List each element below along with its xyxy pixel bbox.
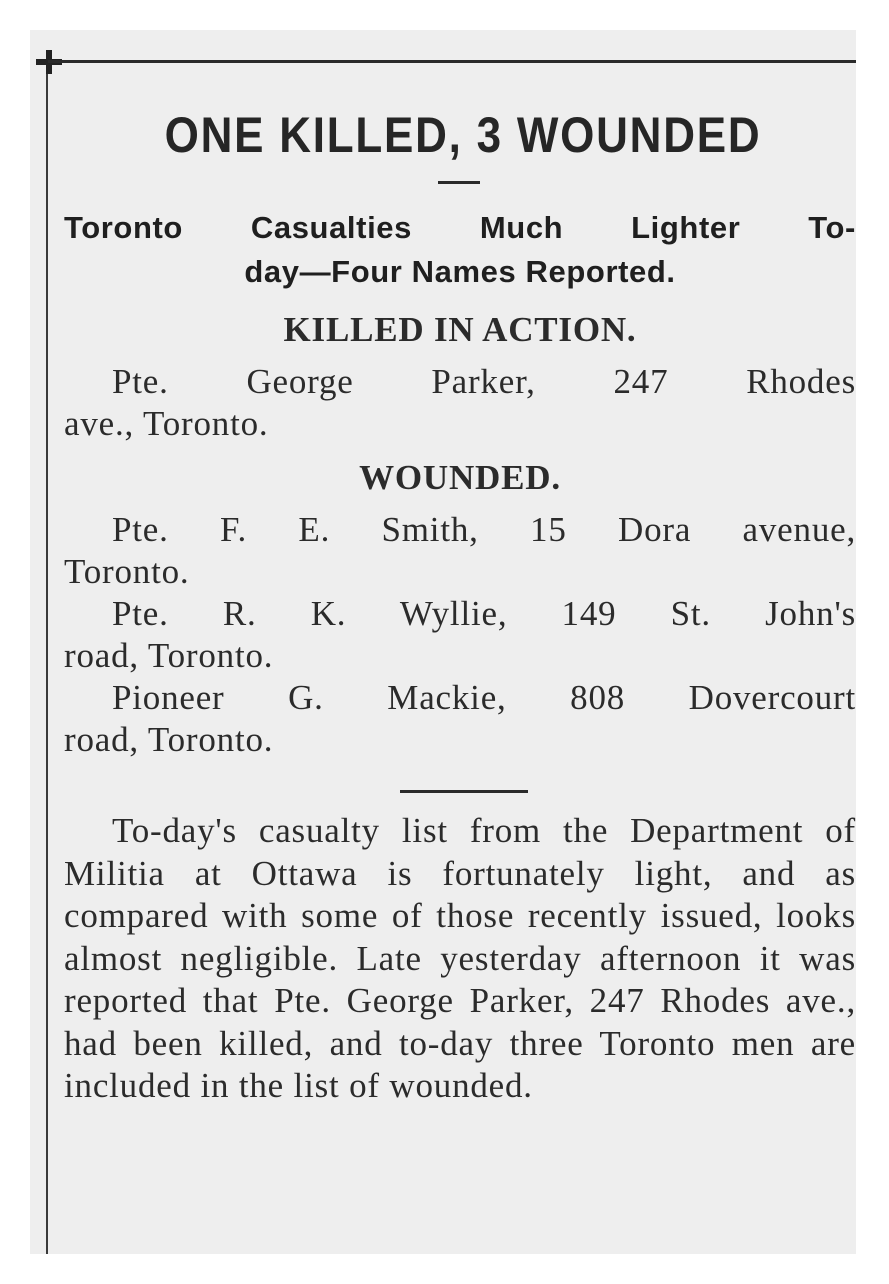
casualty-entry [64, 509, 856, 593]
headline: ONE KILLED, 3 WOUNDED [164, 107, 762, 163]
column-left-rule [46, 74, 48, 1254]
entry-line-1: Pte. F. E. Smith, 15 Dora avenue, [112, 510, 856, 549]
casualty-entry [64, 361, 856, 445]
entry-line-1: Pte. George Parker, 247 Rhodes [112, 362, 856, 401]
subheadline [64, 206, 856, 294]
article-paragraph: To-day's casualty list from the Department of Militia at Ottawa is fortunately light, and as compared with some of those recently issued, looks almost negligible. Late yesterday afternoon it was reported that Pte. George Parker, 247 Rhodes ave., had been killed, and to-day three Toronto men are included in the list of wounded. [64, 811, 856, 1105]
entry-line-2: road, Toronto. [64, 720, 274, 759]
subheadline-line-1: Toronto Casualties Much Lighter To- [64, 210, 856, 245]
column-top-rule [48, 60, 856, 63]
entry-line-1: Pte. R. K. Wyllie, 149 St. John's [112, 594, 856, 633]
entry-line-2: Toronto. [64, 552, 190, 591]
headline-divider [438, 181, 480, 184]
entry-line-2: ave., Toronto. [64, 404, 269, 443]
entry-line-1: Pioneer G. Mackie, 808 Dovercourt [112, 678, 856, 717]
wounded-section-title: WOUNDED. [359, 458, 561, 497]
subheadline-line-2: day—Four Names Reported. [244, 254, 676, 289]
newspaper-clipping [30, 30, 856, 1254]
entry-line-2: road, Toronto. [64, 636, 274, 675]
casualty-entry [64, 593, 856, 677]
killed-section-title: KILLED IN ACTION. [283, 310, 637, 349]
section-divider [400, 790, 528, 793]
casualty-entry [64, 677, 856, 761]
